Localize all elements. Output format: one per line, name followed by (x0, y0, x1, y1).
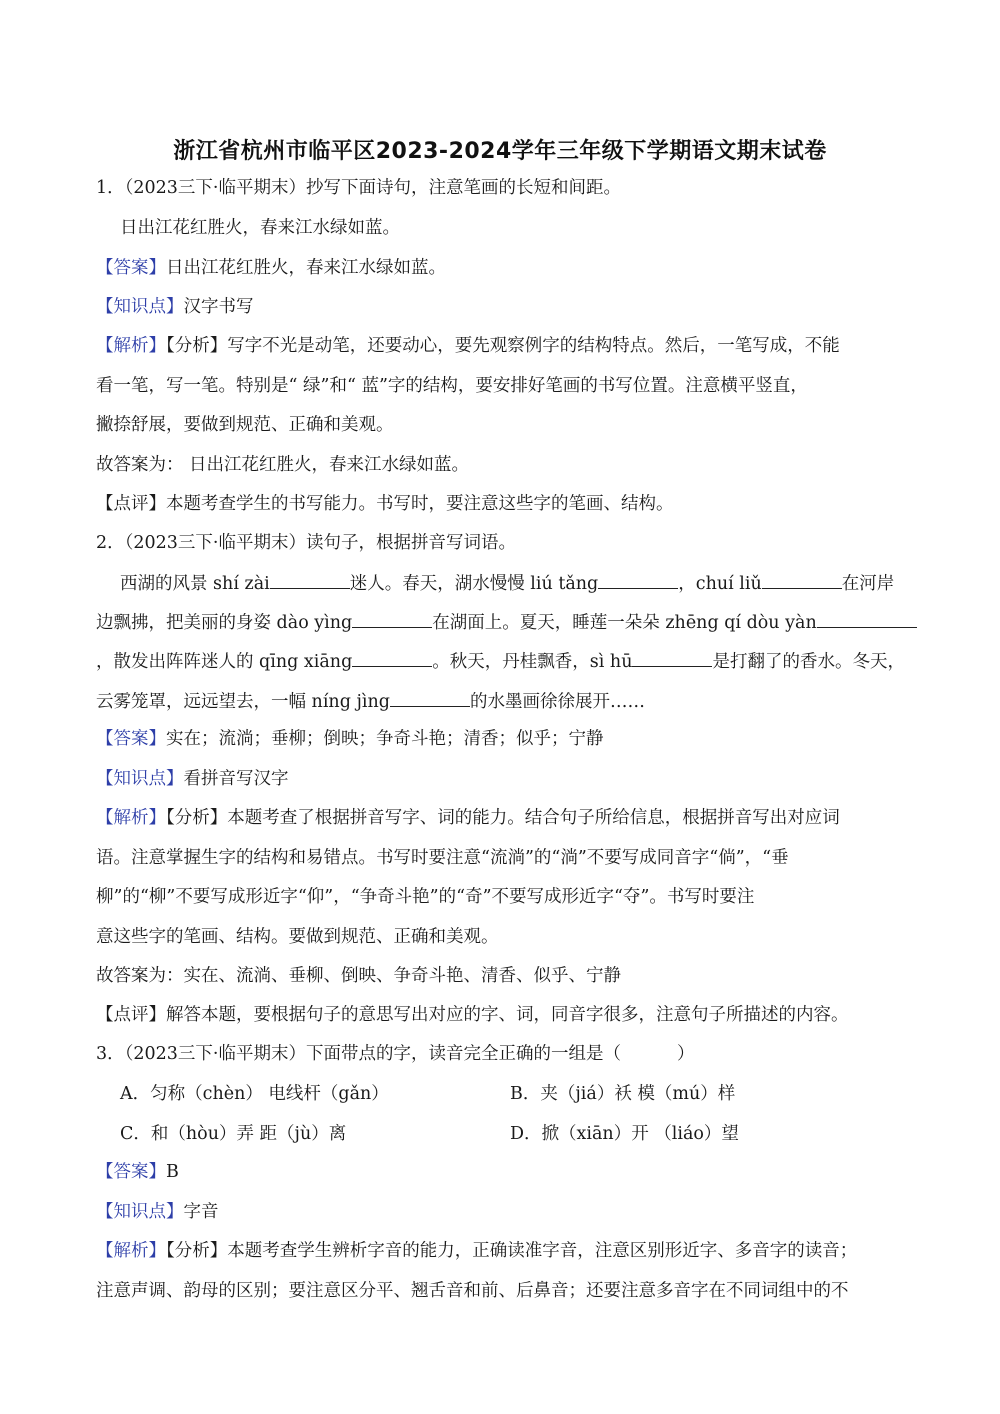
q2-text: 的水墨画徐徐展开…… (469, 692, 645, 712)
q2-stem: 2．（2023三下·临平期末）读句子，根据拼音写词语。 (96, 533, 516, 553)
q1-final: 故答案为： 日出江花红胜火，春来江水绿如蓝。 (96, 455, 470, 475)
q2-answer-line (96, 727, 916, 751)
q2-analysis-line-3: 柳”的“柳”不要写成形近字“仰”，“争奇斗艳”的“奇”不要写成形近字“夺”。书写时要注 (96, 887, 755, 907)
q2-text: 边飘拂，把美丽的身姿 dào yìng (96, 613, 353, 633)
comment-tag: 【点评】 (96, 1005, 166, 1025)
q3-option-d[interactable]: D．掀（xiān）开 （liáo）望 (510, 1124, 739, 1144)
q1-analysis-text-1: 【分析】写字不光是动笔，还要动心，要先观察例字的结构特点。然后，一笔写成，不能 (166, 336, 840, 356)
q1-knowledge: 汉字书写 (183, 297, 254, 317)
q2-comment: 解答本题，要根据句子的意思写出对应的字、词，同音字很多，注意句子所描述的内容。 (166, 1005, 849, 1025)
analysis-tag: 【解析】 (96, 336, 166, 356)
q2-passage-line-2 (96, 609, 916, 633)
q2-text: 迷人。春天，湖水慢慢 liú tǎng (349, 574, 599, 594)
q3-option-b[interactable]: B．夹（jiá）袄 模（mú）样 (510, 1084, 736, 1104)
q1-answer-line (96, 256, 916, 280)
q1-stem: 1．（2023三下·临平期末）抄写下面诗句，注意笔画的长短和间距。 (96, 178, 621, 198)
answer-blank[interactable] (632, 648, 712, 667)
q3-analysis-line-1 (96, 1239, 916, 1263)
q3-answer: B (166, 1162, 179, 1182)
q3-stem (96, 1042, 916, 1066)
q1-answer: 日出江花红胜火，春来江水绿如蓝。 (166, 258, 446, 278)
q2-analysis-line-1 (96, 806, 916, 830)
q2-text: 。秋天，丹桂飘香，sì hū (432, 652, 633, 672)
q2-text: ，散发出阵阵迷人的 qīng xiāng (96, 652, 353, 672)
answer-blank[interactable] (352, 609, 432, 628)
q2-knowledge-line (96, 767, 916, 791)
q2-passage-line-1 (120, 570, 940, 594)
q2-answer: 实在；流淌；垂柳；倒映；争奇斗艳；清香；似乎；宁静 (166, 729, 604, 749)
q1-analysis-line-3: 撇捺舒展，要做到规范、正确和美观。 (96, 415, 394, 435)
knowledge-tag: 【知识点】 (96, 297, 184, 317)
answer-blank[interactable] (598, 570, 678, 589)
q1-poem: 日出江花红胜火，春来江水绿如蓝。 (120, 218, 400, 238)
answer-tag: 【答案】 (96, 729, 166, 749)
q2-text: 云雾笼罩，远远望去，一幅 níng jìng (96, 692, 390, 712)
q1-comment: 本题考查学生的书写能力。书写时，要注意这些字的笔画、结构。 (166, 494, 674, 514)
answer-blank[interactable] (352, 648, 432, 667)
q3-option-c[interactable]: C．和（hòu）弄 距（jù）离 (120, 1124, 347, 1144)
comment-tag: 【点评】 (96, 494, 166, 514)
analysis-tag: 【解析】 (96, 1241, 166, 1261)
q1-analysis-line-1 (96, 334, 916, 358)
q2-final: 故答案为：实在、流淌、垂柳、倒映、争奇斗艳、清香、似乎、宁静 (96, 966, 621, 986)
q2-comment-line (96, 1003, 916, 1027)
q1-analysis-line-2: 看一笔，写一笔。特别是“ 绿”和“ 蓝”字的结构，要安排好笔画的书写位置。注意横平竖直， (96, 376, 808, 396)
answer-blank[interactable] (270, 570, 350, 589)
q3-stem-text: 3．（2023三下·临平期末）下面带点的字，读音完全正确的一组是（ (96, 1044, 621, 1064)
q1-comment-line (96, 492, 916, 516)
q2-text: ，chuí liǔ (678, 574, 762, 594)
q2-passage-line-3 (96, 648, 916, 672)
q2-analysis-line-2: 语。注意掌握生字的结构和易错点。书写时要注意“流淌”的“淌”不要写成同音字“倘”，“垂 (96, 848, 789, 868)
q2-knowledge: 看拼音写汉字 (183, 769, 289, 789)
q3-stem-close: ） (676, 1044, 695, 1064)
answer-tag: 【答案】 (96, 1162, 166, 1182)
q2-text: 在河岸 (841, 574, 895, 594)
q2-analysis-line-4: 意这些字的笔画、结构。要做到规范、正确和美观。 (96, 927, 499, 947)
q2-text: 是打翻了的香水。冬天， (712, 652, 905, 672)
q1-knowledge-line (96, 295, 916, 319)
knowledge-tag: 【知识点】 (96, 769, 184, 789)
knowledge-tag: 【知识点】 (96, 1202, 184, 1222)
q2-text: 西湖的风景 shí zài (120, 574, 270, 594)
q3-option-a[interactable]: A．匀称（chèn） 电线杆（gǎn） (120, 1084, 389, 1104)
q3-analysis-line-2: 注意声调、韵母的区别；要注意区分平、翘舌音和前、后鼻音；还要注意多音字在不同词组中的不 (96, 1281, 849, 1301)
q3-analysis-text-1: 【分析】本题考查学生辨析字音的能力，正确读准字音，注意区别形近字、多音字的读音； (166, 1241, 858, 1261)
q3-answer-line (96, 1160, 916, 1184)
page-title: 浙江省杭州市临平区2023-2024学年三年级下学期语文期末试卷 (173, 139, 827, 164)
q3-knowledge: 字音 (183, 1202, 219, 1222)
answer-blank[interactable] (762, 570, 842, 589)
analysis-tag: 【解析】 (96, 808, 166, 828)
answer-tag: 【答案】 (96, 258, 166, 278)
answer-blank[interactable] (390, 688, 470, 707)
answer-blank[interactable] (817, 609, 917, 628)
q3-knowledge-line (96, 1200, 916, 1224)
q2-text: 在湖面上。夏天，睡莲一朵朵 zhēng qí dòu yàn (432, 613, 817, 633)
q2-analysis-text-1: 【分析】本题考查了根据拼音写字、词的能力。结合句子所给信息，根据拼音写出对应词 (166, 808, 840, 828)
q2-passage-line-4 (96, 688, 916, 712)
